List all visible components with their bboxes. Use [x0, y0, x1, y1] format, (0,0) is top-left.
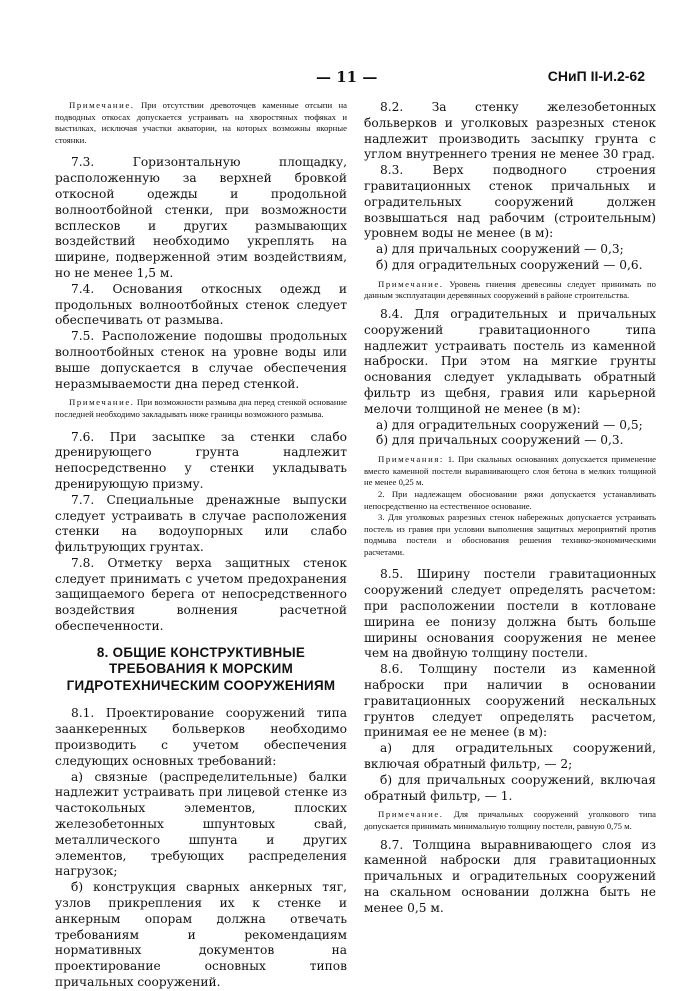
- paragraph-8-7: 8.7. Толщина выравнивающего слоя из каменной наброски для гравитационных причальных и оградительных сооружений на скальном основании должна быть не менее 0,5 м.: [364, 837, 656, 915]
- note-label: Примечание.: [378, 278, 444, 289]
- page-number: — 11 —: [316, 68, 378, 86]
- note-text: Уровень гниения древесины следует принимать по данным эксплуатации деревянных сооружений в районе строительства.: [364, 278, 656, 301]
- paragraph-7-4: 7.4. Основания откосных одежд и продольных волноотбойных стенок следует обеспечивать от размыва.: [55, 281, 347, 328]
- paragraph-7-5: 7.5. Расположение подошвы продольных волноотбойных стенок на уровне воды или выше допускается в случае обеспечения неразмываемости дна перед стенкой.: [55, 329, 347, 391]
- note-label: Примечание.: [378, 809, 444, 820]
- paragraph-8-4: 8.4. Для оградительных и причальных сооружений гравитационного типа надлежит устраивать постель из каменной наброски. При этом на мягкие грунты основания следует укладывать обратный фильтр из щебня, гравия или карьерной мелочи толщиной не менее (в м):: [364, 306, 656, 416]
- list-item: а) для оградительных сооружений — 0,5;: [376, 417, 643, 432]
- note-item: 2. При надлежащем обосновании ряжи допускается устанавливать непосредственно на естественное основание.: [364, 488, 656, 511]
- note-label: Примечание.: [69, 397, 135, 408]
- note-text: При возможности размыва дна перед стенкой основание последней необходимо закладывать ниже границы возможного размыва.: [55, 397, 347, 419]
- paragraph-8-2: 8.2. За стенку железобетонных больверков и уголковых разрезных стенок надлежит производить засыпку грунта с углом внутреннего трения не менее 30 град.: [364, 100, 656, 162]
- list-item: б) для оградительных сооружений — 0,6.: [376, 257, 643, 272]
- paragraph-8-1-b: б) конструкция сварных анкерных тяг, узлов прикрепления их к стенке и анкерным опорам должна отвечать требованиям и рекомендациям нормативных документов на проектирование основных типов причальных сооружений.: [55, 880, 347, 989]
- note-text: Для причальных сооружений уголкового типа допускается принимать минимальную толщину постели, равную 0,75 м.: [364, 809, 656, 832]
- paragraph-7-6: 7.6. При засыпке за стенки слабо дренирующего грунта надлежит непосредственно у стенки укладывать дренирующую призму.: [55, 429, 347, 491]
- note-7-5: [55, 397, 347, 420]
- page-header: [0, 68, 700, 88]
- paragraph-7-7: 7.7. Специальные дренажные выпуски следует устраивать в случае расположения стенки на водоупорных или слабо фильтрующих грунтах.: [55, 492, 347, 555]
- paragraph-8-1: 8.1. Проектирование сооружений типа заанкеренных больверков необходимо производить с учетом обеспечения следующих основных требований:: [55, 706, 347, 768]
- list-item: а) для причальных сооружений — 0,3;: [376, 242, 624, 257]
- notes-8-4: [364, 454, 656, 489]
- note-8-6: [364, 809, 656, 832]
- paragraph-8-3: 8.3. Верх подводного строения гравитационных стенок причальных и оградительных сооружений должен возвышаться над рабочим (строительным) уровнем воды не менее (в м):: [364, 163, 656, 241]
- paragraph-8-5: 8.5. Ширину постели гравитационных сооружений следует определять расчетом: при расположении постели в котловане ширина ее понизу должна быть больше ширины основания сооружения не менее чем на двойную толщину постели.: [364, 567, 656, 661]
- note-7-2: [55, 100, 347, 146]
- section-heading-8: 8. ОБЩИЕ КОНСТРУКТИВНЫЕ ТРЕБОВАНИЯ К МОРСКИМ ГИДРОТЕХНИЧЕСКИМ СООРУЖЕНИЯМ: [66, 644, 336, 693]
- note-item: 3. Для уголковых разрезных стенок набережных допускается устраивать постель из гравия при условии выполнения защитных мероприятий против подмыва постели и обоснования решения технико-экономическими расчетами.: [364, 512, 656, 557]
- paragraph-8-6-a: а) для оградительных сооружений, включая обратный фильтр, — 2;: [364, 741, 656, 772]
- paragraph-7-3: 7.3. Горизонтальную площадку, расположенную за верхней бровкой откосной одежды и продольной волноотбойной стенки, при возможности всплесков и других размывающих воздействий необходимо укреплять на ширине, подверженной этим воздействиям, но не менее 1,5 м.: [55, 155, 347, 280]
- paragraph-8-1-a: а) связные (распределительные) балки надлежит устраивать при лицевой стенке из частокольных элементов, плоских железобетонных шпунтовых свай, металлического шпунта и других элементов, требующих распределения нагрузок;: [55, 769, 347, 879]
- notes-label: Примечания:: [378, 454, 444, 465]
- left-column: [55, 100, 347, 991]
- paragraph-8-6: 8.6. Толщину постели из каменной наброски при наличии в основании гравитационных сооружений нескальных грунтов следует определять расчетом, принимая ее не менее (в м):: [364, 662, 656, 740]
- note-8-3: [364, 279, 656, 302]
- list-item: б) для причальных сооружений — 0,3.: [376, 433, 624, 448]
- note-text: 1. При скальных основаниях допускается применение вместо каменной постели выравнивающего слоя бетона в мелких толщиной не менее 0,25 м.: [364, 454, 656, 488]
- note-text: При отсутствии древоточцев каменные отсыпи на подводных откосах допускается устраивать на хворостяных тюфяках и выстилках, исключая участки акватории, на которых возможны якорные стоянки.: [55, 100, 347, 145]
- note-label: Примечание.: [69, 100, 135, 110]
- document-code: СНиП II-И.2-62: [547, 68, 645, 84]
- right-column: [364, 100, 656, 917]
- paragraph-8-6-b: б) для причальных сооружений, включая обратный фильтр, — 1.: [364, 772, 656, 803]
- paragraph-7-8: 7.8. Отметку верха защитных стенок следует принимать с учетом предохранения защищаемого берега от непосредственного воздействия волнения расчетной обеспеченности.: [55, 555, 347, 634]
